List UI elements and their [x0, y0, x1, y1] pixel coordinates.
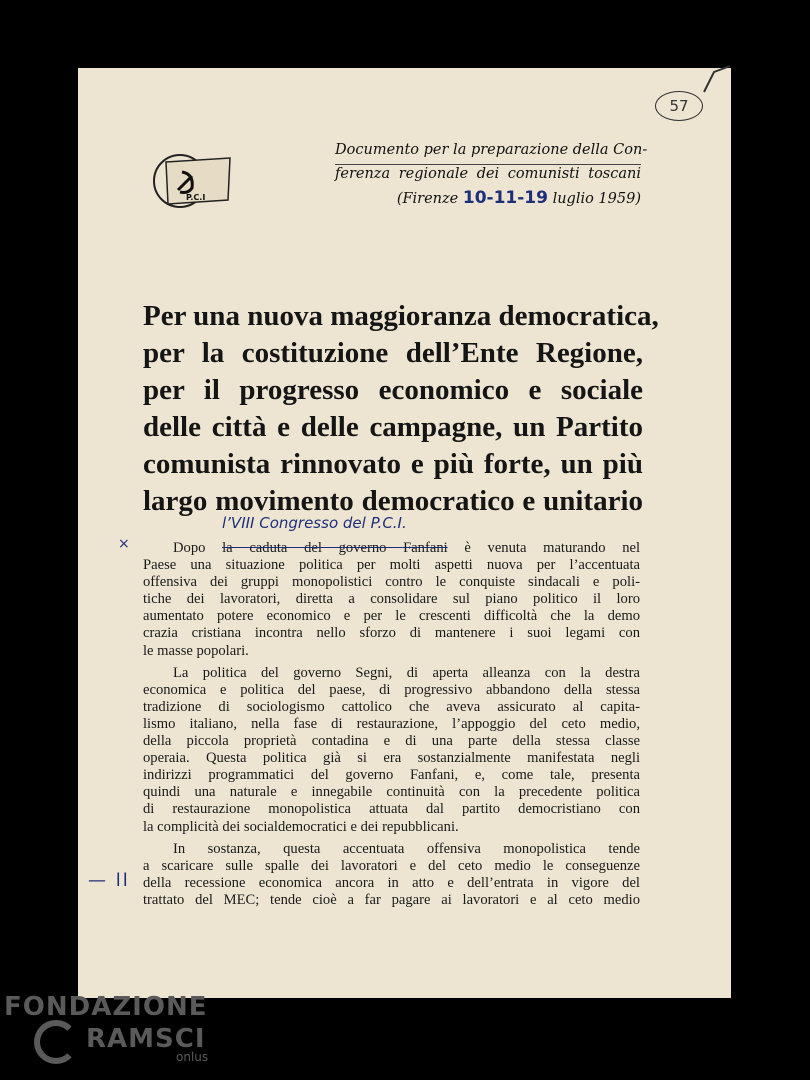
watermark-line-1: FONDAZIONE: [4, 992, 208, 1022]
headline: [143, 298, 659, 520]
headline-line: Per una nuova maggioranza democratica,: [143, 300, 659, 332]
paragraph-line: di restaurazione monopolistica attuata dal partito democristiano con: [143, 801, 640, 818]
date-handwritten: 10-11-19: [462, 188, 548, 208]
paragraph-line: tiche dei lavoratori, diretta a consolidare sul piano politico il loro: [143, 591, 640, 608]
header-line-1: Documento per la preparazione della Con-: [335, 142, 648, 158]
watermark-line-2: RAMSCI: [86, 1024, 206, 1054]
paragraph-line: quindi una naturale e innegabile continuità con la precedente politica: [143, 784, 640, 801]
hammer-sickle-flag-icon: [152, 150, 238, 212]
pci-logo: [152, 150, 238, 212]
p1-start: Dopo: [173, 540, 206, 556]
headline-line: per il progresso economico e sociale: [143, 374, 643, 406]
watermark-g-icon: [34, 1020, 78, 1064]
paragraph-line: Paese una situazione politica per molti aspetti nuova per l’accentuata: [143, 557, 640, 574]
date-suffix: luglio 1959): [552, 191, 641, 207]
paragraph-line: aumentato potere economico e per le crescenti difficoltà che la demo: [143, 608, 640, 625]
paragraph-line: In sostanza, questa accentuata offensiva monopolistica tende: [173, 840, 640, 857]
paragraph-line: della recessione economica ancora in atto e dell’entrata in vigore del: [143, 874, 640, 891]
headline-line: delle città e delle campagne, un Partito: [143, 411, 643, 443]
struck-text: la caduta del governo Fanfani: [222, 540, 448, 556]
pencil-mark-icon: [700, 64, 734, 98]
date-prefix: (Firenze: [396, 191, 459, 207]
document-header: [335, 138, 648, 211]
paragraph-line: indirizzi programmatici del governo Fanfani, e, come tale, presenta: [143, 767, 640, 784]
body-text: [143, 540, 640, 914]
header-date: [335, 186, 641, 211]
paragraph-line: economica e politica del paese, di progressivo abbandono della stessa: [143, 681, 640, 698]
paragraph-line: a scaricare sulle spalle dei lavoratori e del ceto medio le conseguenze: [143, 857, 640, 874]
watermark-suffix: onlus: [176, 1050, 209, 1064]
p1-rest: è venuta maturando nel: [464, 540, 641, 556]
paragraph-line: la complicità dei socialdemocratici e dei repubblicani.: [143, 818, 459, 835]
header-divider: [335, 164, 641, 165]
x-mark-icon: ×: [118, 536, 130, 552]
paragraph-line: operaia. Questa politica già si era sostanzialmente manifestata negli: [143, 750, 640, 767]
margin-mark: — ll: [88, 870, 130, 891]
paragraph-line: offensiva dei gruppi monopolistici contro le conquiste sindacali e poli-: [143, 574, 640, 591]
archive-number: 57: [655, 91, 703, 121]
handwritten-insert: l’VIII Congresso del P.C.I.: [222, 514, 407, 532]
paragraph-2: [143, 665, 640, 836]
logo-text: P.C.I: [186, 193, 206, 202]
paragraph-3: [143, 841, 640, 909]
header-line-2: ferenza regionale dei comunisti toscani: [335, 166, 641, 182]
paragraph-line: le masse popolari.: [143, 642, 249, 659]
paragraph-line: La politica del governo Segni, di aperta alleanza con la destra: [173, 664, 640, 681]
paragraph-line: lismo italiano, nella fase di restaurazione, l’appoggio del ceto medio,: [143, 715, 640, 732]
paragraph-line: della piccola proprietà contadina e di una parte della stessa classe: [143, 733, 640, 750]
paragraph-1: [143, 540, 640, 660]
headline-line: per la costituzione dell’Ente Regione,: [143, 337, 643, 369]
paragraph-line: trattato del MEC; tende cioè a far pagare ai lavoratori e al ceto medio: [143, 891, 640, 908]
paragraph-line: [143, 540, 640, 557]
paragraph-line: tradizione di sociologismo cattolico che aveva assicurato al capita-: [143, 698, 640, 715]
paragraph-line: crazia cristiana incontra nello sforzo di mantenere i suoi legami con: [143, 625, 640, 642]
headline-line: comunista rinnovato e più forte, un più: [143, 448, 643, 480]
headline-line: largo movimento democratico e unitario: [143, 485, 643, 517]
